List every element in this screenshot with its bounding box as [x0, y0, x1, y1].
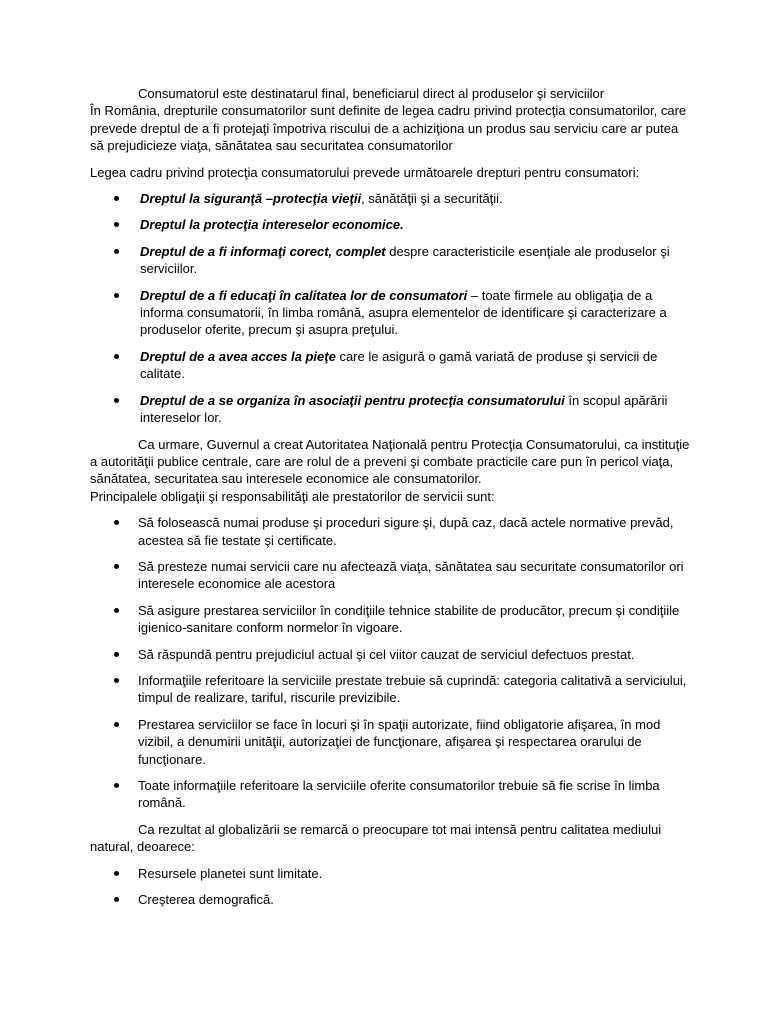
authority-paragraph: Ca urmare, Guvernul a creat Autoritatea Naţională pentru Protecţia Consumatorului, ca instituţie a autorităţii publice centrale, care are rolul de a preveni şi combate practicile care pun în pericol viaţa, sănătatea, securitatea sau interesele economice ale consumatorilor.: [90, 436, 690, 487]
list-item: Creşterea demografică.: [90, 891, 690, 908]
list-item: Dreptul la siguranţă –protecţia vieţii, sănătăţii şi a securităţii.: [90, 190, 690, 207]
list-item: Dreptul la protecţia intereselor economice.: [90, 216, 690, 233]
list-item: Prestarea serviciilor se face în locuri şi în spaţii autorizate, fiind obligatorie afişarea, în mod vizibil, a denumirii unităţii, autorizaţiei de funcţionare, afişarea şi respectarea orarului de funcţionare.: [90, 716, 690, 768]
bullet-icon: [114, 293, 119, 298]
list-item: Să folosească numai produse şi proceduri sigure şi, după caz, dacă actele normative prevăd, acestea să fie testate şi certificate.: [90, 514, 690, 549]
list-item: Dreptul de a fi educaţi în calitatea lor de consumatori – toate firmele au obligaţia de a informa consumatorii, în limba română, asupra elementelor de identificare şi caracterizare a produselor oferite, precum şi asupra preţului.: [90, 287, 690, 339]
bullet-icon: [114, 249, 119, 254]
bullet-icon: [114, 520, 119, 525]
rights-list: [90, 190, 690, 426]
document-body: [90, 85, 690, 917]
list-item: Resursele planetei sunt limitate.: [90, 865, 690, 882]
bullet-icon: [114, 354, 119, 359]
obligations-intro: Principalele obligaţii şi responsabilităţi ale prestatorilor de servicii sunt:: [90, 488, 495, 504]
bullet-icon: [114, 652, 119, 657]
bullet-icon: [114, 783, 119, 788]
bullet-icon: [114, 564, 119, 569]
bullet-icon: [114, 678, 119, 683]
bullet-icon: [114, 196, 119, 201]
bullet-icon: [114, 871, 119, 876]
bullet-icon: [114, 398, 119, 403]
list-item: Toate informaţiile referitoare la serviciile oferite consumatorilor trebuie să fie scrise în limba română.: [90, 777, 690, 812]
bullet-icon: [114, 608, 119, 613]
list-item: Dreptul de a avea acces la pieţe care le asigură o gamă variată de produse şi servicii de calitate.: [90, 348, 690, 383]
list-item: Dreptul de a se organiza în asociaţii pentru protecţia consumatorului în scopul apărării intereselor lor.: [90, 392, 690, 427]
intro-line-1: Consumatorul este destinatarul final, beneficiarul direct al produselor şi serviciilor: [138, 86, 605, 101]
list-item: Să răspundă pentru prejudiciul actual şi cel viitor cauzat de serviciul defectuos prestat.: [90, 646, 690, 663]
rights-intro: Legea cadru privind protecţia consumatorului prevede următoarele drepturi pentru consumatori:: [90, 164, 640, 180]
bullet-icon: [114, 222, 119, 227]
bullet-icon: [114, 722, 119, 727]
obligations-list: [90, 514, 690, 812]
list-item: Să asigure prestarea serviciilor în condiţiile tehnice stabilite de producător, precum şi condiţiile igienico-sanitare conform normelor în vigoare.: [90, 602, 690, 637]
intro-paragraph: În România, drepturile consumatorilor sunt definite de legea cadru privind protecţia consumatorilor, care prevede dreptul de a fi protejaţi împotriva riscului de a achiziţiona un produs sau serviciu care ar putea să prejudicieze viaţa, sănătatea sau securitatea consumatorilor: [90, 103, 687, 154]
list-item: Informaţiile referitoare la serviciile prestate trebuie să cuprindă: categoria calitativă a serviciului, timpul de realizare, tariful, riscurile previzibile.: [90, 672, 690, 707]
list-item: Dreptul de a fi informaţi corect, complet despre caracteristicile esenţiale ale produselor şi serviciilor.: [90, 243, 690, 278]
reasons-list: [90, 865, 690, 909]
bullet-icon: [114, 897, 119, 902]
globalization-paragraph: Ca rezultat al globalizării se remarcă o preocupare tot mai intensă pentru calitatea mediului natural, deoarece:: [90, 821, 662, 855]
list-item: Să presteze numai servicii care nu afectează viaţa, sănătatea sau securitate consumatorilor ori interesele economice ale acestora: [90, 558, 690, 593]
